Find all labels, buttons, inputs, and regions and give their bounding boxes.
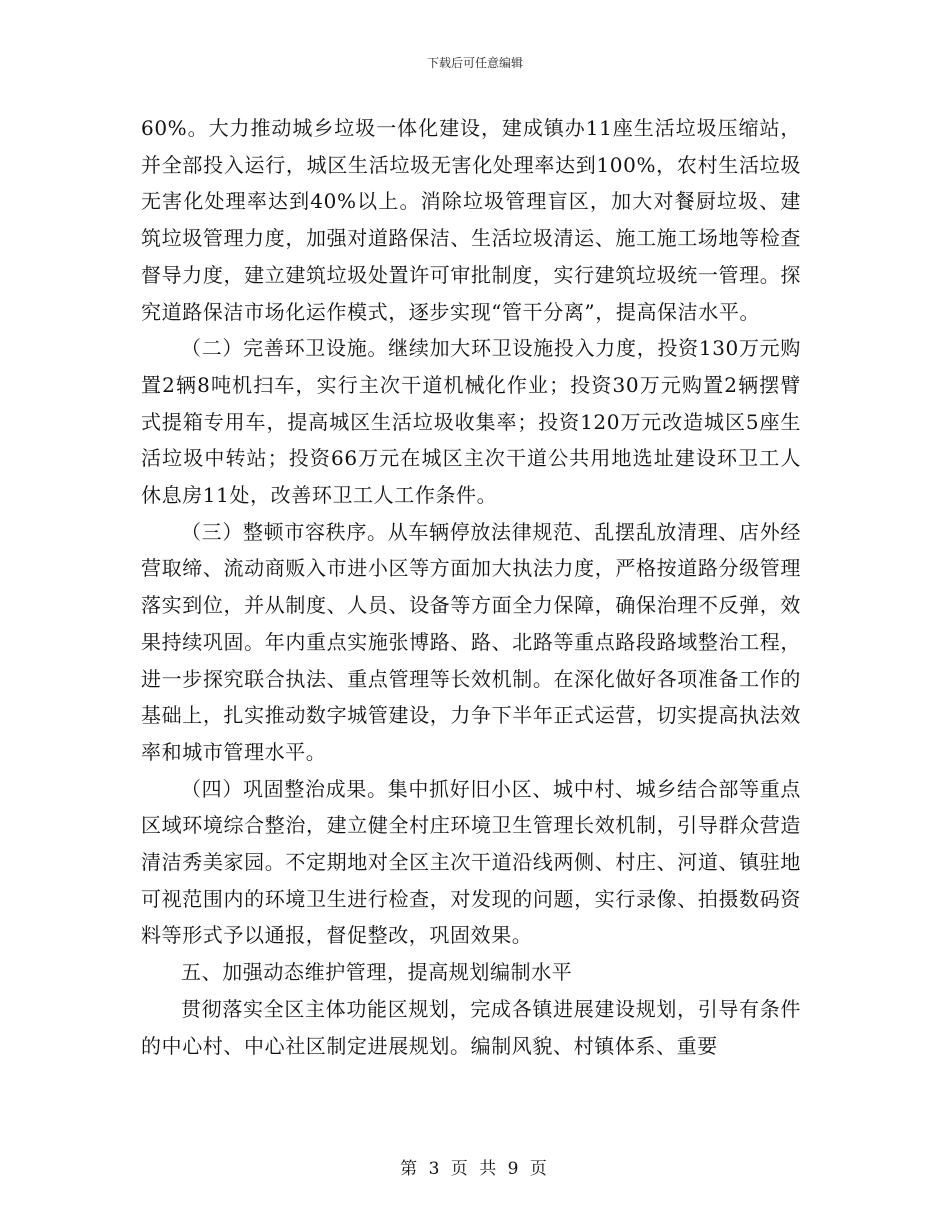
document-body xyxy=(141,110,801,1064)
paragraph-continuation: 60%。大力推动城乡垃圾一体化建设，建成镇办11座生活垃圾压缩站，并全部投入运行，城区生活垃圾无害化处理率达到100%，农村生活垃圾无害化处理率达到40%以上。消除垃圾管理盲区，加大对餐厨垃圾、建筑垃圾管理力度，加强对道路保洁、生活垃圾清运、施工施工场地等检查督导力度，建立建筑垃圾处置许可审批制度，实行建筑垃圾统一管理。探究道路保洁市场化运作模式，逐步实现“管干分离”，提高保洁水平。 xyxy=(141,116,801,324)
page-number: 第 3 页 共 9 页 xyxy=(400,1159,550,1179)
paragraph-sanitation-facilities: （二）完善环卫设施。继续加大环卫设施投入力度，投资130万元购置2辆8吨机扫车，实行主次干道机械化作业；投资30万元购置2辆摆臂式提箱专用车，提高城区生活垃圾收集率；投资120万元改造城区5座生活垃圾中转站；投资66万元在城区主次干道公共用地选址建设环卫工人休息房11处，改善环卫工人工作条件。 xyxy=(141,336,801,508)
page-header: 下载后可任意编辑 xyxy=(426,56,523,70)
section-heading-planning: 五、加强动态维护管理，提高规划编制水平 xyxy=(181,960,573,985)
paragraph-consolidate-results: （四）巩固整治成果。集中抓好旧小区、城中村、城乡结合部等重点区域环境综合整治，建立健全村庄环境卫生管理长效机制，引导群众营造清洁秀美家园。不定期地对全区主次干道沿线两侧、村庄、河道、镇驻地可视范围内的环境卫生进行检查，对发现的问题，实行录像、拍摄数码资料等形式予以通报，督促整改，巩固效果。 xyxy=(141,776,801,948)
paragraph-planning: 贯彻落实全区主体功能区规划，完成各镇进展建设规划，引导有条件的中心村、中心社区制定进展规划。编制风貌、村镇体系、重要 xyxy=(141,996,801,1058)
paragraph-city-order: （三）整顿市容秩序。从车辆停放法律规范、乱摆乱放清理、店外经营取缔、流动商贩入市进小区等方面加大执法力度，严格按道路分级管理落实到位，并从制度、人员、设备等方面全力保障，确保治理不反弹，效果持续巩固。年内重点实施张博路、路、北路等重点路段路域整治工程，进一步探究联合执法、重点管理等长效机制。在深化做好各项准备工作的基础上，扎实推动数字城管建设，力争下半年正式运营，切实提高执法效率和城市管理水平。 xyxy=(141,519,801,764)
